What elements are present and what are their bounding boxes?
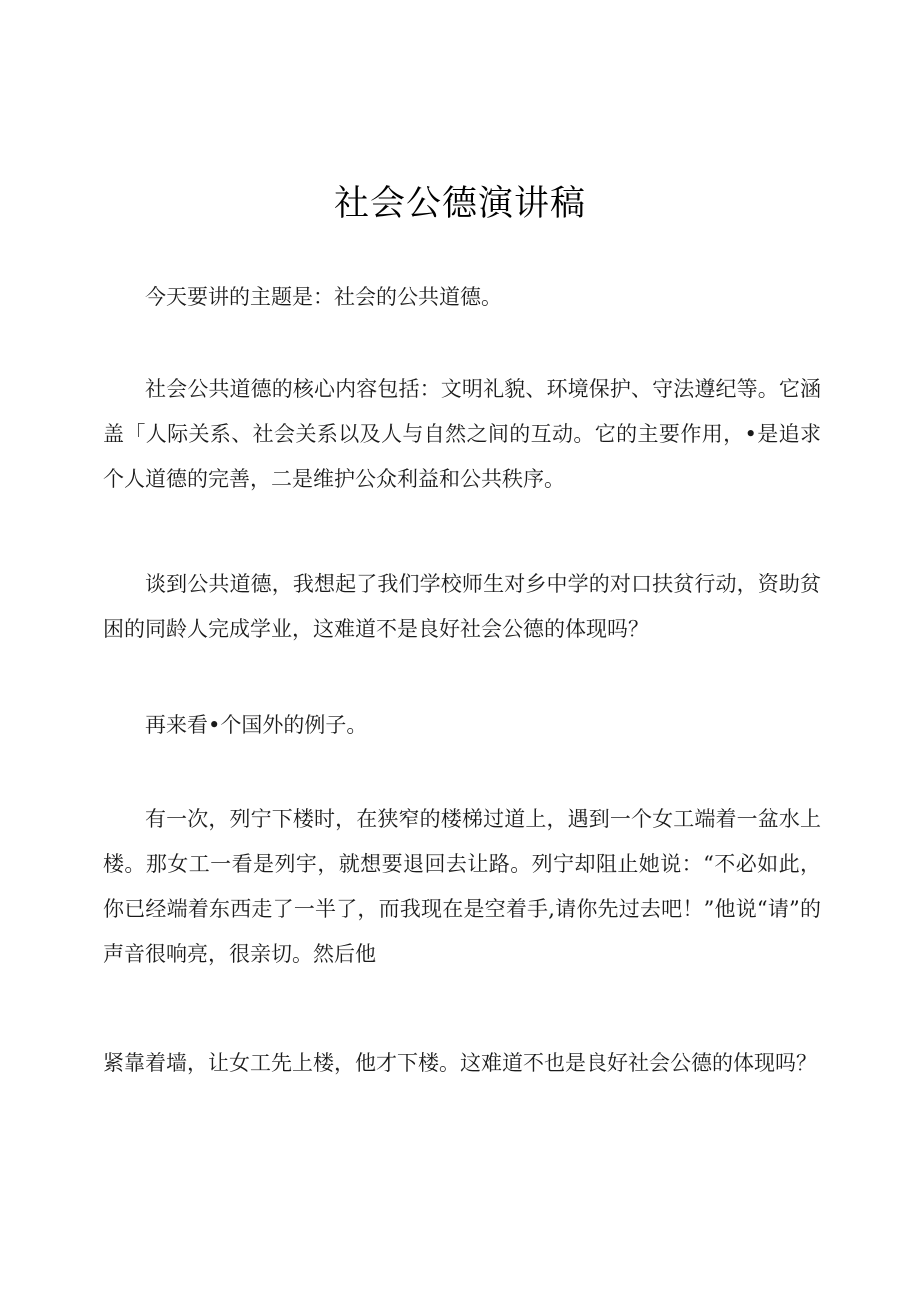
paragraph-lenin-story: 有一次，列宁下楼时，在狭窄的楼梯过道上，遇到一个女工端着一盆水上楼。那女工一看是列宇，就想要退回去让路。列宁却阻止她说：“不必如此，你已经端着东西走了一半了，而我现在是空着手,请你先过去吧！”他说“请”的声音很响亮，很亲切。然后他 bbox=[103, 807, 821, 966]
paragraph-theme: 今天要讲的主题是：社会的公共道德。 bbox=[145, 285, 502, 309]
paragraph-school-example: 谈到公共道德，我想起了我们学校师生对乡中学的对口扶贫行动，资助贫困的同龄人完成学业，这难道不是良好社会公德的体现吗？ bbox=[103, 572, 821, 641]
paragraph-lenin-conclusion: 紧靠着墙，让女工先上楼，他才下楼。这难道不也是良好社会公德的体现吗？ bbox=[103, 1051, 817, 1075]
paragraph-foreign-intro: 再来看•个国外的例子。 bbox=[145, 713, 368, 737]
document-title: 社会公德演讲稿 bbox=[333, 184, 586, 224]
paragraph-core-content: 社会公共道德的核心内容包括：文明礼貌、环境保护、守法遵纪等。它涵盖「人际关系、社会关系以及人与自然之间的互动。它的主要作用，•是追求个人道德的完善，二是维护公众利益和公共秩序。 bbox=[103, 377, 821, 491]
